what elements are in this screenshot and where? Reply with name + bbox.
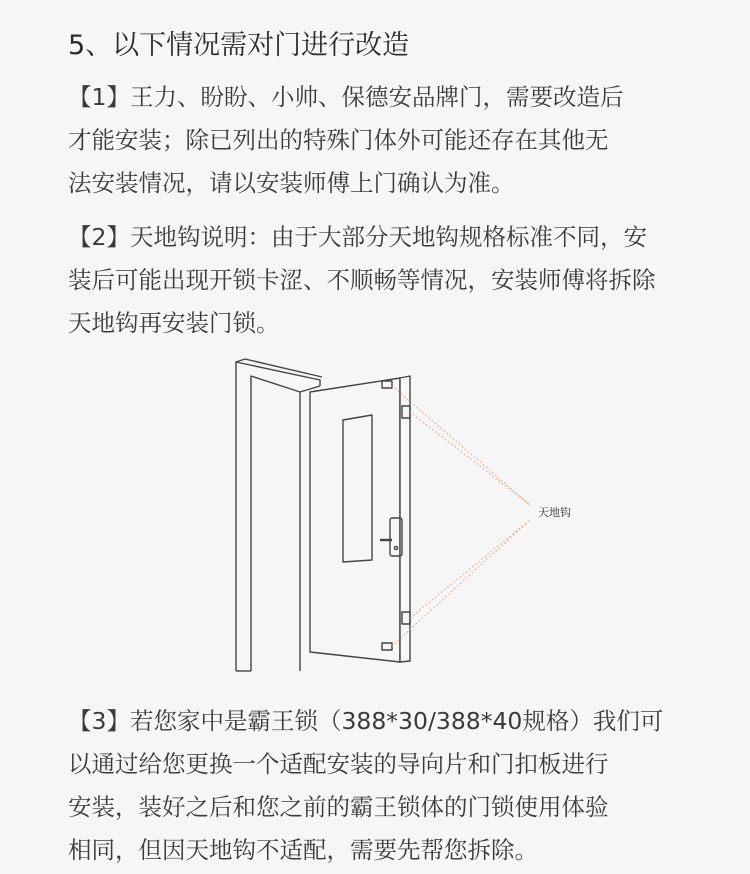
paragraph-line: 装后可能出现开锁卡涩、不顺畅等情况，安装师傅将拆除 bbox=[68, 266, 656, 294]
paragraph-line: 安装，装好之后和您之前的霸王锁体的门锁使用体验 bbox=[68, 793, 609, 821]
door-diagram bbox=[200, 340, 620, 685]
paragraph-bawang-lock bbox=[68, 700, 688, 872]
paragraph-line: 法安装情况，请以安装师傅上门确认为准。 bbox=[68, 169, 515, 197]
paragraph-hook-explanation bbox=[68, 216, 688, 345]
section-title: 5、以下情况需对门进行改造 bbox=[68, 30, 410, 61]
hook-callout-label: 天地钩 bbox=[538, 506, 571, 519]
paragraph-line: 以通过给您更换一个适配安装的导向片和门扣板进行 bbox=[68, 750, 609, 778]
paragraph-line: 才能安装；除已列出的特殊门体外可能还存在其他无 bbox=[68, 126, 609, 154]
paragraph-line: 【3】若您家中是霸王锁（388*30/388*40规格）我们可 bbox=[68, 707, 664, 735]
door-frame bbox=[236, 359, 322, 671]
hook-callout-lines bbox=[392, 386, 530, 646]
paragraph-line: 【2】天地钩说明：由于大部分天地钩规格标准不同，安 bbox=[68, 223, 647, 251]
paragraph-brand-doors bbox=[68, 76, 688, 205]
paragraph-line: 天地钩再安装门锁。 bbox=[68, 309, 280, 337]
door-leaf bbox=[310, 376, 410, 662]
paragraph-line: 相同，但因天地钩不适配，需要先帮您拆除。 bbox=[68, 836, 538, 864]
paragraph-line: 【1】王力、盼盼、小帅、保德安品牌门，需要改造后 bbox=[68, 83, 624, 111]
door-illustration bbox=[200, 340, 620, 685]
